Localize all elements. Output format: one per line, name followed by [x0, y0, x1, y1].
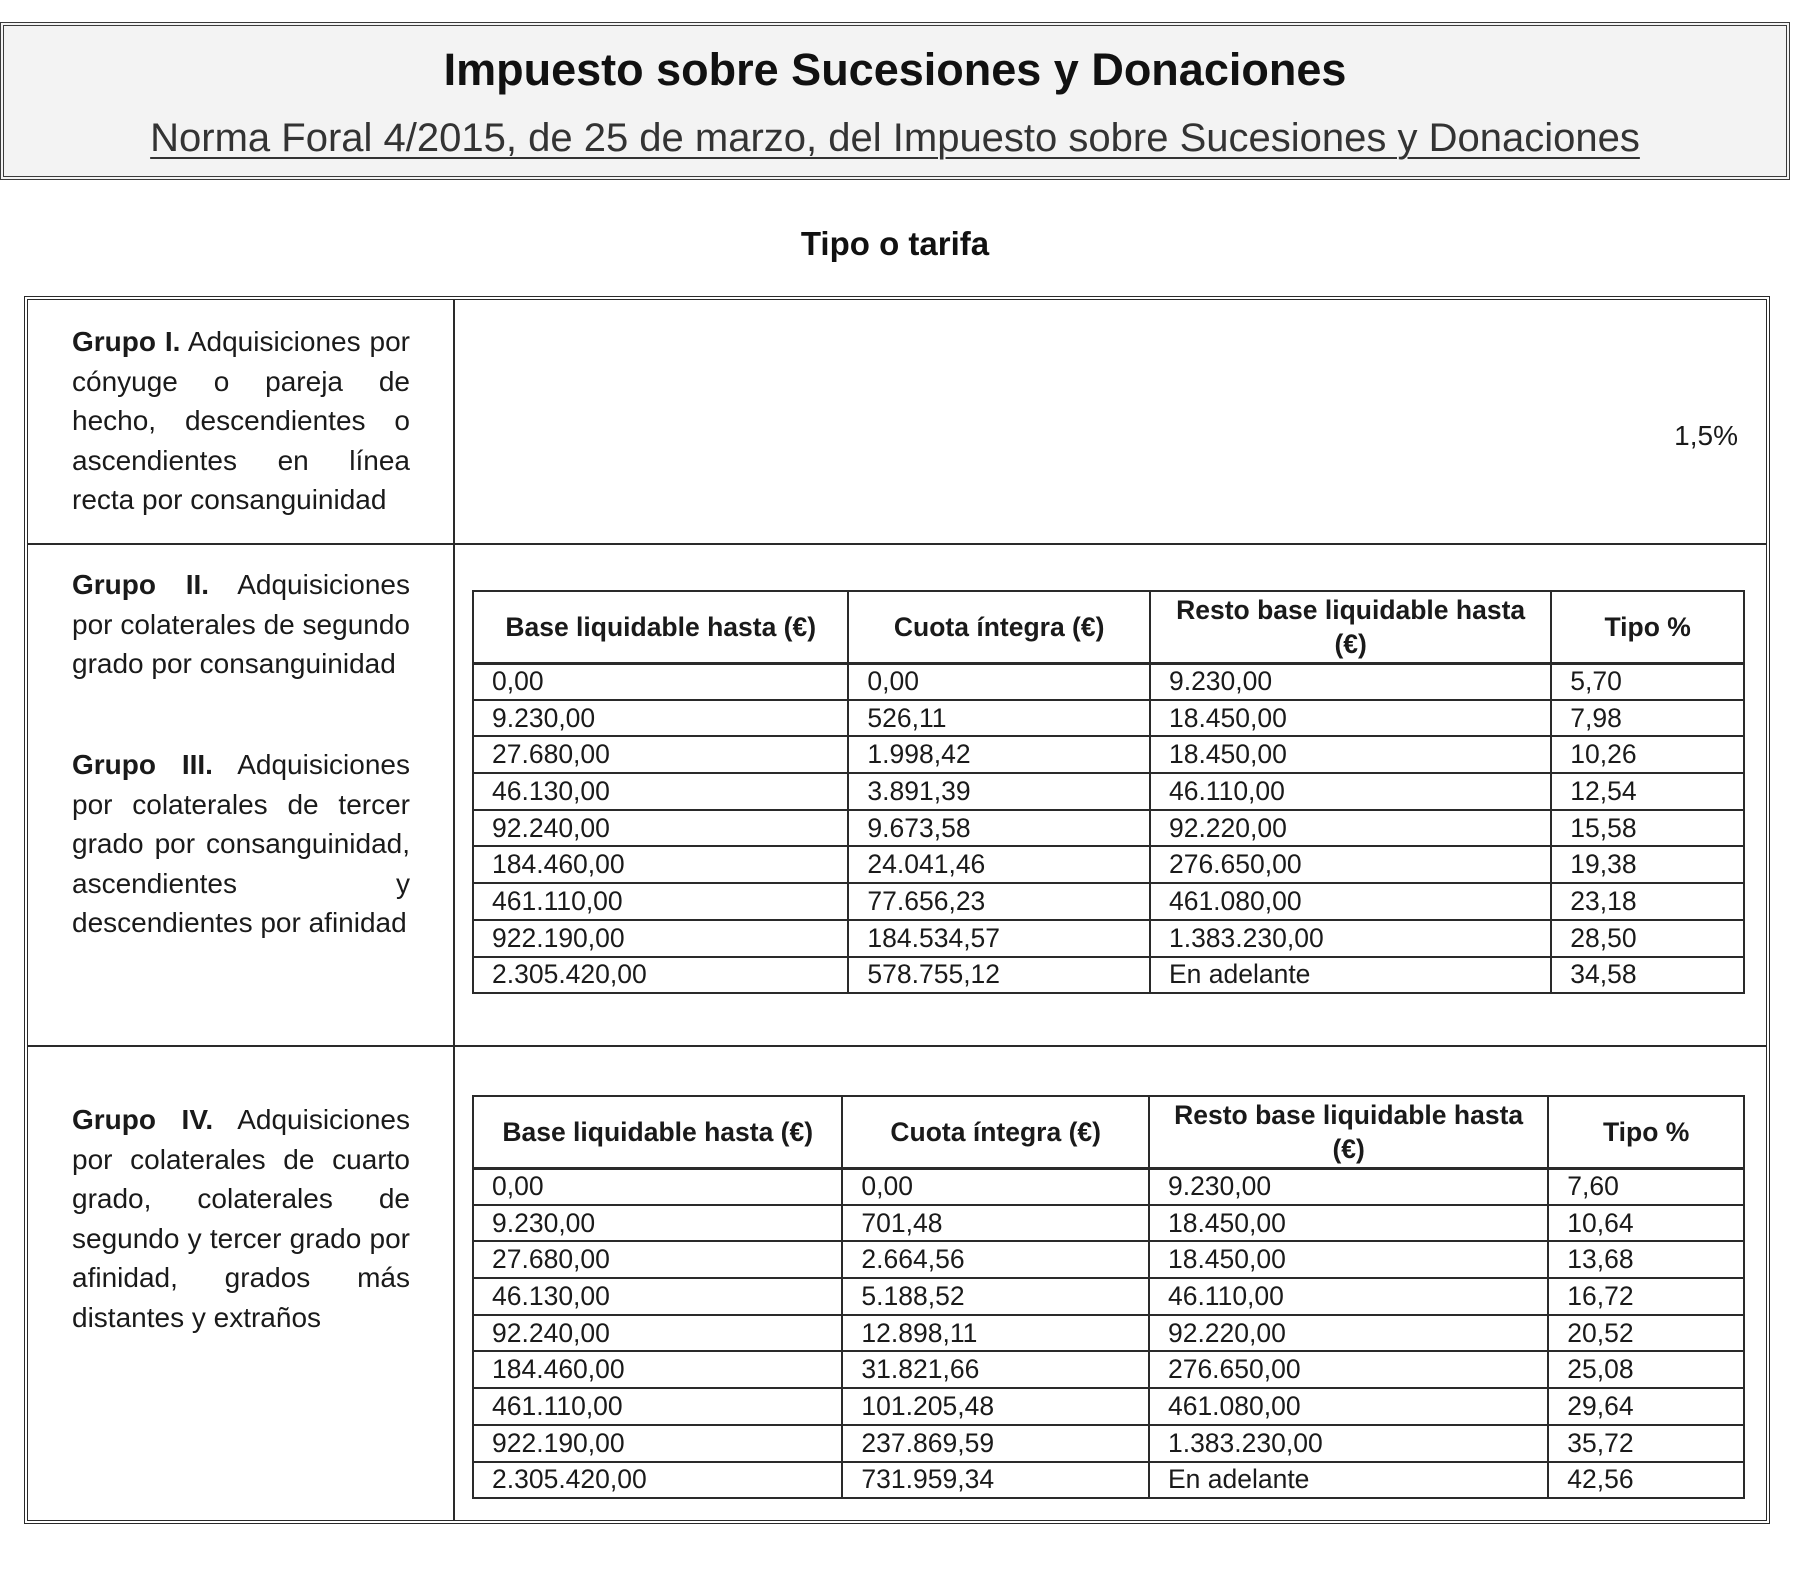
table-cell: 101.205,48: [842, 1388, 1149, 1425]
table-cell: 19,38: [1551, 846, 1744, 883]
table-cell: 31.821,66: [842, 1351, 1149, 1388]
table-cell: 23,18: [1551, 883, 1744, 920]
table-cell: 9.230,00: [1149, 1168, 1548, 1205]
table-cell: En adelante: [1149, 1462, 1548, 1499]
table-header-row: [473, 1096, 1744, 1168]
table-row: [473, 1425, 1744, 1462]
table-cell: 526,11: [848, 700, 1150, 737]
table-cell: 276.650,00: [1149, 1351, 1548, 1388]
table-cell: 24.041,46: [848, 846, 1150, 883]
column-header: Cuota íntegra (€): [842, 1096, 1149, 1168]
column-header: Tipo %: [1551, 591, 1744, 663]
row-divider: [28, 1045, 1766, 1047]
table-cell: 701,48: [842, 1205, 1149, 1242]
table-cell: 1.383.230,00: [1149, 1425, 1548, 1462]
table-cell: 27.680,00: [473, 1241, 842, 1278]
table-cell: 92.240,00: [473, 1315, 842, 1352]
table-cell: 12.898,11: [842, 1315, 1149, 1352]
table-cell: 461.080,00: [1149, 1388, 1548, 1425]
group-3-text: Adquisiciones por colaterales de tercer grado por consanguinidad, ascendientes y descendientes por afinidad: [72, 749, 410, 938]
table-cell: 184.534,57: [848, 920, 1150, 957]
group-2-text: Adquisiciones por colaterales de segundo grado por consanguinidad: [72, 569, 410, 679]
table-row: [473, 1168, 1744, 1205]
table-cell: 0,00: [842, 1168, 1149, 1205]
table-cell: 2.305.420,00: [473, 1462, 842, 1499]
table-cell: 92.240,00: [473, 810, 848, 847]
column-header: Tipo %: [1548, 1096, 1744, 1168]
table-cell: 184.460,00: [473, 846, 848, 883]
table-cell: 46.110,00: [1150, 773, 1551, 810]
table-cell: 0,00: [473, 663, 848, 700]
document-title: Impuesto sobre Sucesiones y Donaciones: [443, 44, 1347, 95]
table-cell: 34,58: [1551, 957, 1744, 994]
group-1-description: [72, 322, 410, 520]
table-cell: 20,52: [1548, 1315, 1744, 1352]
table-row: [473, 736, 1744, 773]
table-cell: 922.190,00: [473, 920, 848, 957]
table-row: [473, 1241, 1744, 1278]
table-row: [473, 810, 1744, 847]
table-row: [473, 773, 1744, 810]
table-cell: 18.450,00: [1150, 736, 1551, 773]
column-header: Resto base liquidable hasta (€): [1149, 1096, 1548, 1168]
table-cell: 29,64: [1548, 1388, 1744, 1425]
table-cell: 461.080,00: [1150, 883, 1551, 920]
table-cell: 18.450,00: [1149, 1205, 1548, 1242]
table-cell: 7,60: [1548, 1168, 1744, 1205]
section-title: Tipo o tarifa: [800, 225, 990, 262]
table-cell: 92.220,00: [1150, 810, 1551, 847]
table-row: [473, 1351, 1744, 1388]
table-row: [473, 920, 1744, 957]
table-row: [473, 663, 1744, 700]
table-cell: 77.656,23: [848, 883, 1150, 920]
document-header: [0, 22, 1790, 180]
table-cell: 18.450,00: [1150, 700, 1551, 737]
table-cell: 922.190,00: [473, 1425, 842, 1462]
group-4-label: Grupo IV.: [72, 1104, 214, 1135]
table-cell: 3.891,39: [848, 773, 1150, 810]
group-1-text: Adquisiciones por cónyuge o pareja de hecho, descendientes o ascendientes en línea recta por consanguinidad: [72, 326, 410, 515]
table-cell: 0,00: [848, 663, 1150, 700]
column-header: Base liquidable hasta (€): [473, 591, 848, 663]
table-cell: 2.305.420,00: [473, 957, 848, 994]
group-2-description: [72, 565, 410, 684]
table-cell: 0,00: [473, 1168, 842, 1205]
table-cell: 5,70: [1551, 663, 1744, 700]
rate-table-group-4: [472, 1095, 1745, 1499]
table-cell: 28,50: [1551, 920, 1744, 957]
table-row: [473, 957, 1744, 994]
table-cell: 578.755,12: [848, 957, 1150, 994]
column-header: Cuota íntegra (€): [848, 591, 1150, 663]
tariff-table: [24, 296, 1770, 1524]
table-row: [473, 1388, 1744, 1425]
table-cell: 237.869,59: [842, 1425, 1149, 1462]
table-cell: 276.650,00: [1150, 846, 1551, 883]
table-cell: 13,68: [1548, 1241, 1744, 1278]
row-divider: [28, 543, 1766, 545]
table-cell: 184.460,00: [473, 1351, 842, 1388]
document-subtitle-link[interactable]: Norma Foral 4/2015, de 25 de marzo, del Impuesto sobre Sucesiones y Donaciones: [150, 116, 1640, 160]
group-4-description: [72, 1100, 410, 1337]
table-cell: 461.110,00: [473, 883, 848, 920]
table-cell: 12,54: [1551, 773, 1744, 810]
table-row: [473, 1278, 1744, 1315]
table-cell: 461.110,00: [473, 1388, 842, 1425]
table-cell: 2.664,56: [842, 1241, 1149, 1278]
table-cell: 46.110,00: [1149, 1278, 1548, 1315]
table-cell: 10,26: [1551, 736, 1744, 773]
table-cell: 1.383.230,00: [1150, 920, 1551, 957]
table-row: [473, 1205, 1744, 1242]
table-cell: En adelante: [1150, 957, 1551, 994]
table-cell: 9.230,00: [473, 700, 848, 737]
group-3-description: [72, 745, 410, 943]
table-row: [473, 883, 1744, 920]
table-cell: 5.188,52: [842, 1278, 1149, 1315]
table-cell: 9.230,00: [473, 1205, 842, 1242]
column-divider: [453, 300, 455, 1520]
column-header: Base liquidable hasta (€): [473, 1096, 842, 1168]
table-cell: 27.680,00: [473, 736, 848, 773]
group-4-text: Adquisiciones por colaterales de cuarto grado, colaterales de segundo y tercer grado por afinidad, grados más distantes y extraños: [72, 1104, 410, 1333]
group-3-label: Grupo III.: [72, 749, 213, 780]
column-header: Resto base liquidable hasta (€): [1150, 591, 1551, 663]
table-cell: 35,72: [1548, 1425, 1744, 1462]
table-row: [473, 846, 1744, 883]
table-cell: 9.230,00: [1150, 663, 1551, 700]
table-cell: 1.998,42: [848, 736, 1150, 773]
table-cell: 92.220,00: [1149, 1315, 1548, 1352]
table-cell: 9.673,58: [848, 810, 1150, 847]
table-cell: 18.450,00: [1149, 1241, 1548, 1278]
table-cell: 7,98: [1551, 700, 1744, 737]
table-row: [473, 700, 1744, 737]
table-cell: 731.959,34: [842, 1462, 1149, 1499]
table-header-row: [473, 591, 1744, 663]
table-cell: 42,56: [1548, 1462, 1744, 1499]
group-1-label: Grupo I.: [72, 326, 181, 357]
table-cell: 10,64: [1548, 1205, 1744, 1242]
table-cell: 25,08: [1548, 1351, 1744, 1388]
table-row: [473, 1315, 1744, 1352]
table-cell: 15,58: [1551, 810, 1744, 847]
rate-table-groups-2-3: [472, 590, 1745, 994]
table-cell: 46.130,00: [473, 773, 848, 810]
group-1-rate: 1,5%: [1674, 420, 1738, 451]
group-2-label: Grupo II.: [72, 569, 210, 600]
table-cell: 16,72: [1548, 1278, 1744, 1315]
table-cell: 46.130,00: [473, 1278, 842, 1315]
table-row: [473, 1462, 1744, 1499]
